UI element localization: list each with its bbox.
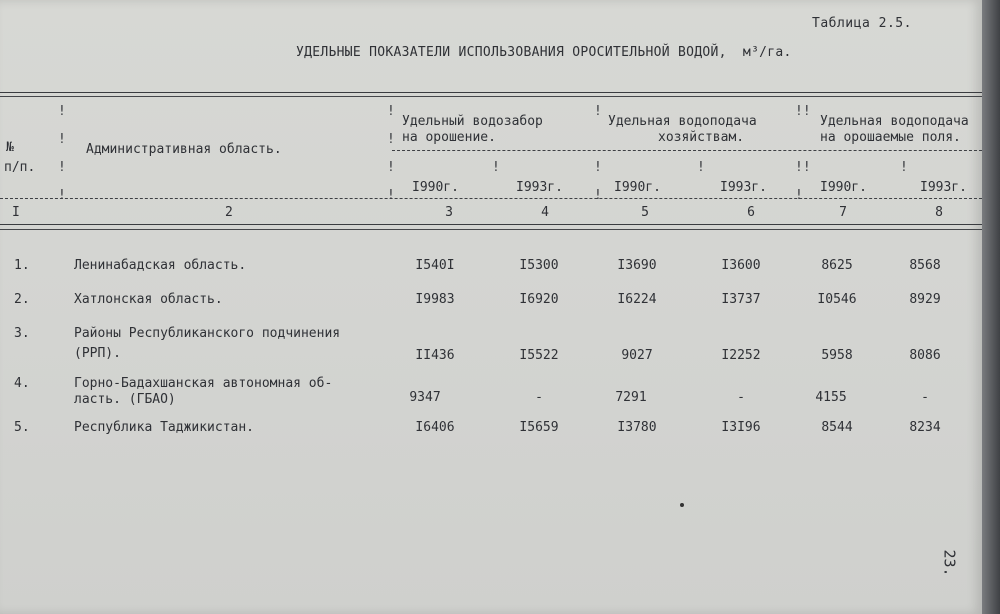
table-top-border bbox=[0, 92, 982, 93]
column-number: 7 bbox=[839, 205, 847, 220]
cell-value: I9983 bbox=[415, 292, 455, 307]
row-number: 2. bbox=[14, 292, 30, 307]
separator-mark: ! bbox=[697, 160, 705, 175]
separator-mark: ! bbox=[795, 188, 803, 203]
cell-value: 9347 bbox=[409, 390, 441, 405]
row-number: 4. bbox=[14, 376, 30, 391]
table-top-border-inner bbox=[0, 96, 982, 97]
header-group3-line2: на орошаемые поля. bbox=[820, 130, 961, 145]
separator-mark: ! bbox=[387, 160, 395, 175]
colnum-rule bbox=[0, 224, 982, 225]
cell-value: I0546 bbox=[817, 292, 857, 307]
cell-value: I3690 bbox=[617, 258, 657, 273]
cell-value: 8086 bbox=[909, 348, 941, 363]
row-region-name: Горно-Бадахшанская автономная об- bbox=[74, 376, 333, 391]
cell-value: I6406 bbox=[415, 420, 455, 435]
header-group2-line2: хозяйствам. bbox=[658, 130, 745, 145]
separator-mark: ! bbox=[594, 188, 602, 203]
column-number: 5 bbox=[641, 205, 649, 220]
cell-value: 4155 bbox=[815, 390, 847, 405]
row-region-name-cont: ласть. (ГБАО) bbox=[74, 392, 176, 407]
table-title bbox=[296, 45, 792, 60]
row-number: 1. bbox=[14, 258, 30, 273]
separator-mark: ! bbox=[58, 104, 66, 119]
header-group2-line1: Удельная водоподача bbox=[608, 114, 757, 129]
cell-value: - bbox=[737, 390, 745, 405]
cell-value: I2252 bbox=[721, 348, 761, 363]
cell-value: - bbox=[535, 390, 543, 405]
cell-value: 8625 bbox=[821, 258, 853, 273]
header-year-col3: I990г. bbox=[412, 180, 459, 195]
cell-value: - bbox=[921, 390, 929, 405]
header-group1-line1: Удельный водозабор bbox=[402, 114, 543, 129]
header-num-symbol: № bbox=[6, 140, 14, 155]
column-number: I bbox=[12, 205, 20, 220]
cell-value: I5659 bbox=[519, 420, 559, 435]
separator-mark: ! bbox=[900, 160, 908, 175]
cell-value: I540I bbox=[415, 258, 455, 273]
cell-value: I5300 bbox=[519, 258, 559, 273]
separator-mark: !! bbox=[795, 160, 811, 175]
separator-mark: ! bbox=[58, 132, 66, 147]
table-caption: Таблица 2.5. bbox=[812, 16, 912, 31]
cell-value: 8234 bbox=[909, 420, 941, 435]
header-region: Административная область. bbox=[86, 142, 282, 157]
row-region-name: Ленинабадская область. bbox=[74, 258, 247, 273]
year-rule bbox=[0, 198, 982, 199]
column-number: 6 bbox=[747, 205, 755, 220]
page-edge-shadow bbox=[982, 0, 1000, 614]
title-unit: м³/га. bbox=[742, 45, 792, 60]
cell-value: II436 bbox=[415, 348, 455, 363]
separator-mark: ! bbox=[58, 160, 66, 175]
separator-mark: ! bbox=[387, 188, 395, 203]
separator-mark: !! bbox=[795, 104, 811, 119]
row-region-name: Районы Республиканского подчинения bbox=[74, 326, 341, 341]
cell-value: 9027 bbox=[621, 348, 653, 363]
cell-value: 5958 bbox=[821, 348, 853, 363]
cell-value: I6224 bbox=[617, 292, 657, 307]
row-region-name: Хатлонская область. bbox=[74, 292, 223, 307]
header-year-col4: I993г. bbox=[516, 180, 563, 195]
column-number: 8 bbox=[935, 205, 943, 220]
cell-value: I3I96 bbox=[721, 420, 761, 435]
cell-value: I3600 bbox=[721, 258, 761, 273]
cell-value: 8568 bbox=[909, 258, 941, 273]
separator-mark: ! bbox=[594, 160, 602, 175]
separator-mark: ! bbox=[58, 188, 66, 203]
cell-value: I5522 bbox=[519, 348, 559, 363]
cell-value: 7291 bbox=[615, 390, 647, 405]
header-year-col8: I993г. bbox=[920, 180, 967, 195]
separator-mark: ! bbox=[492, 160, 500, 175]
separator-mark: ! bbox=[387, 132, 395, 147]
ink-speck bbox=[680, 503, 684, 507]
colnum-rule-inner bbox=[0, 229, 982, 230]
cell-value: 8929 bbox=[909, 292, 941, 307]
cell-value: 8544 bbox=[821, 420, 853, 435]
title-text: УДЕЛЬНЫЕ ПОКАЗАТЕЛИ ИСПОЛЬЗОВАНИЯ ОРОСИТЕЛЬНОЙ ВОДОЙ, bbox=[296, 45, 727, 60]
header-group3-line1: Удельная водоподача bbox=[820, 114, 969, 129]
column-number: 4 bbox=[541, 205, 549, 220]
cell-value: I3737 bbox=[721, 292, 761, 307]
header-year-col6: I993г. bbox=[720, 180, 767, 195]
column-number: 3 bbox=[445, 205, 453, 220]
header-group1-line2: на орошение. bbox=[402, 130, 496, 145]
separator-mark: ! bbox=[594, 104, 602, 119]
row-number: 3. bbox=[14, 326, 30, 341]
separator-mark: ! bbox=[387, 104, 395, 119]
row-region-name: Республика Таджикистан. bbox=[74, 420, 255, 435]
cell-value: I6920 bbox=[519, 292, 559, 307]
header-num-label: п/п. bbox=[4, 160, 36, 175]
row-number: 5. bbox=[14, 420, 30, 435]
header-year-col7: I990г. bbox=[820, 180, 867, 195]
cell-value: I3780 bbox=[617, 420, 657, 435]
header-year-col5: I990г. bbox=[614, 180, 661, 195]
column-number: 2 bbox=[225, 205, 233, 220]
page-number: 23. bbox=[940, 549, 959, 577]
group-subrule bbox=[392, 150, 982, 151]
row-region-name-cont: (РРП). bbox=[74, 346, 121, 361]
